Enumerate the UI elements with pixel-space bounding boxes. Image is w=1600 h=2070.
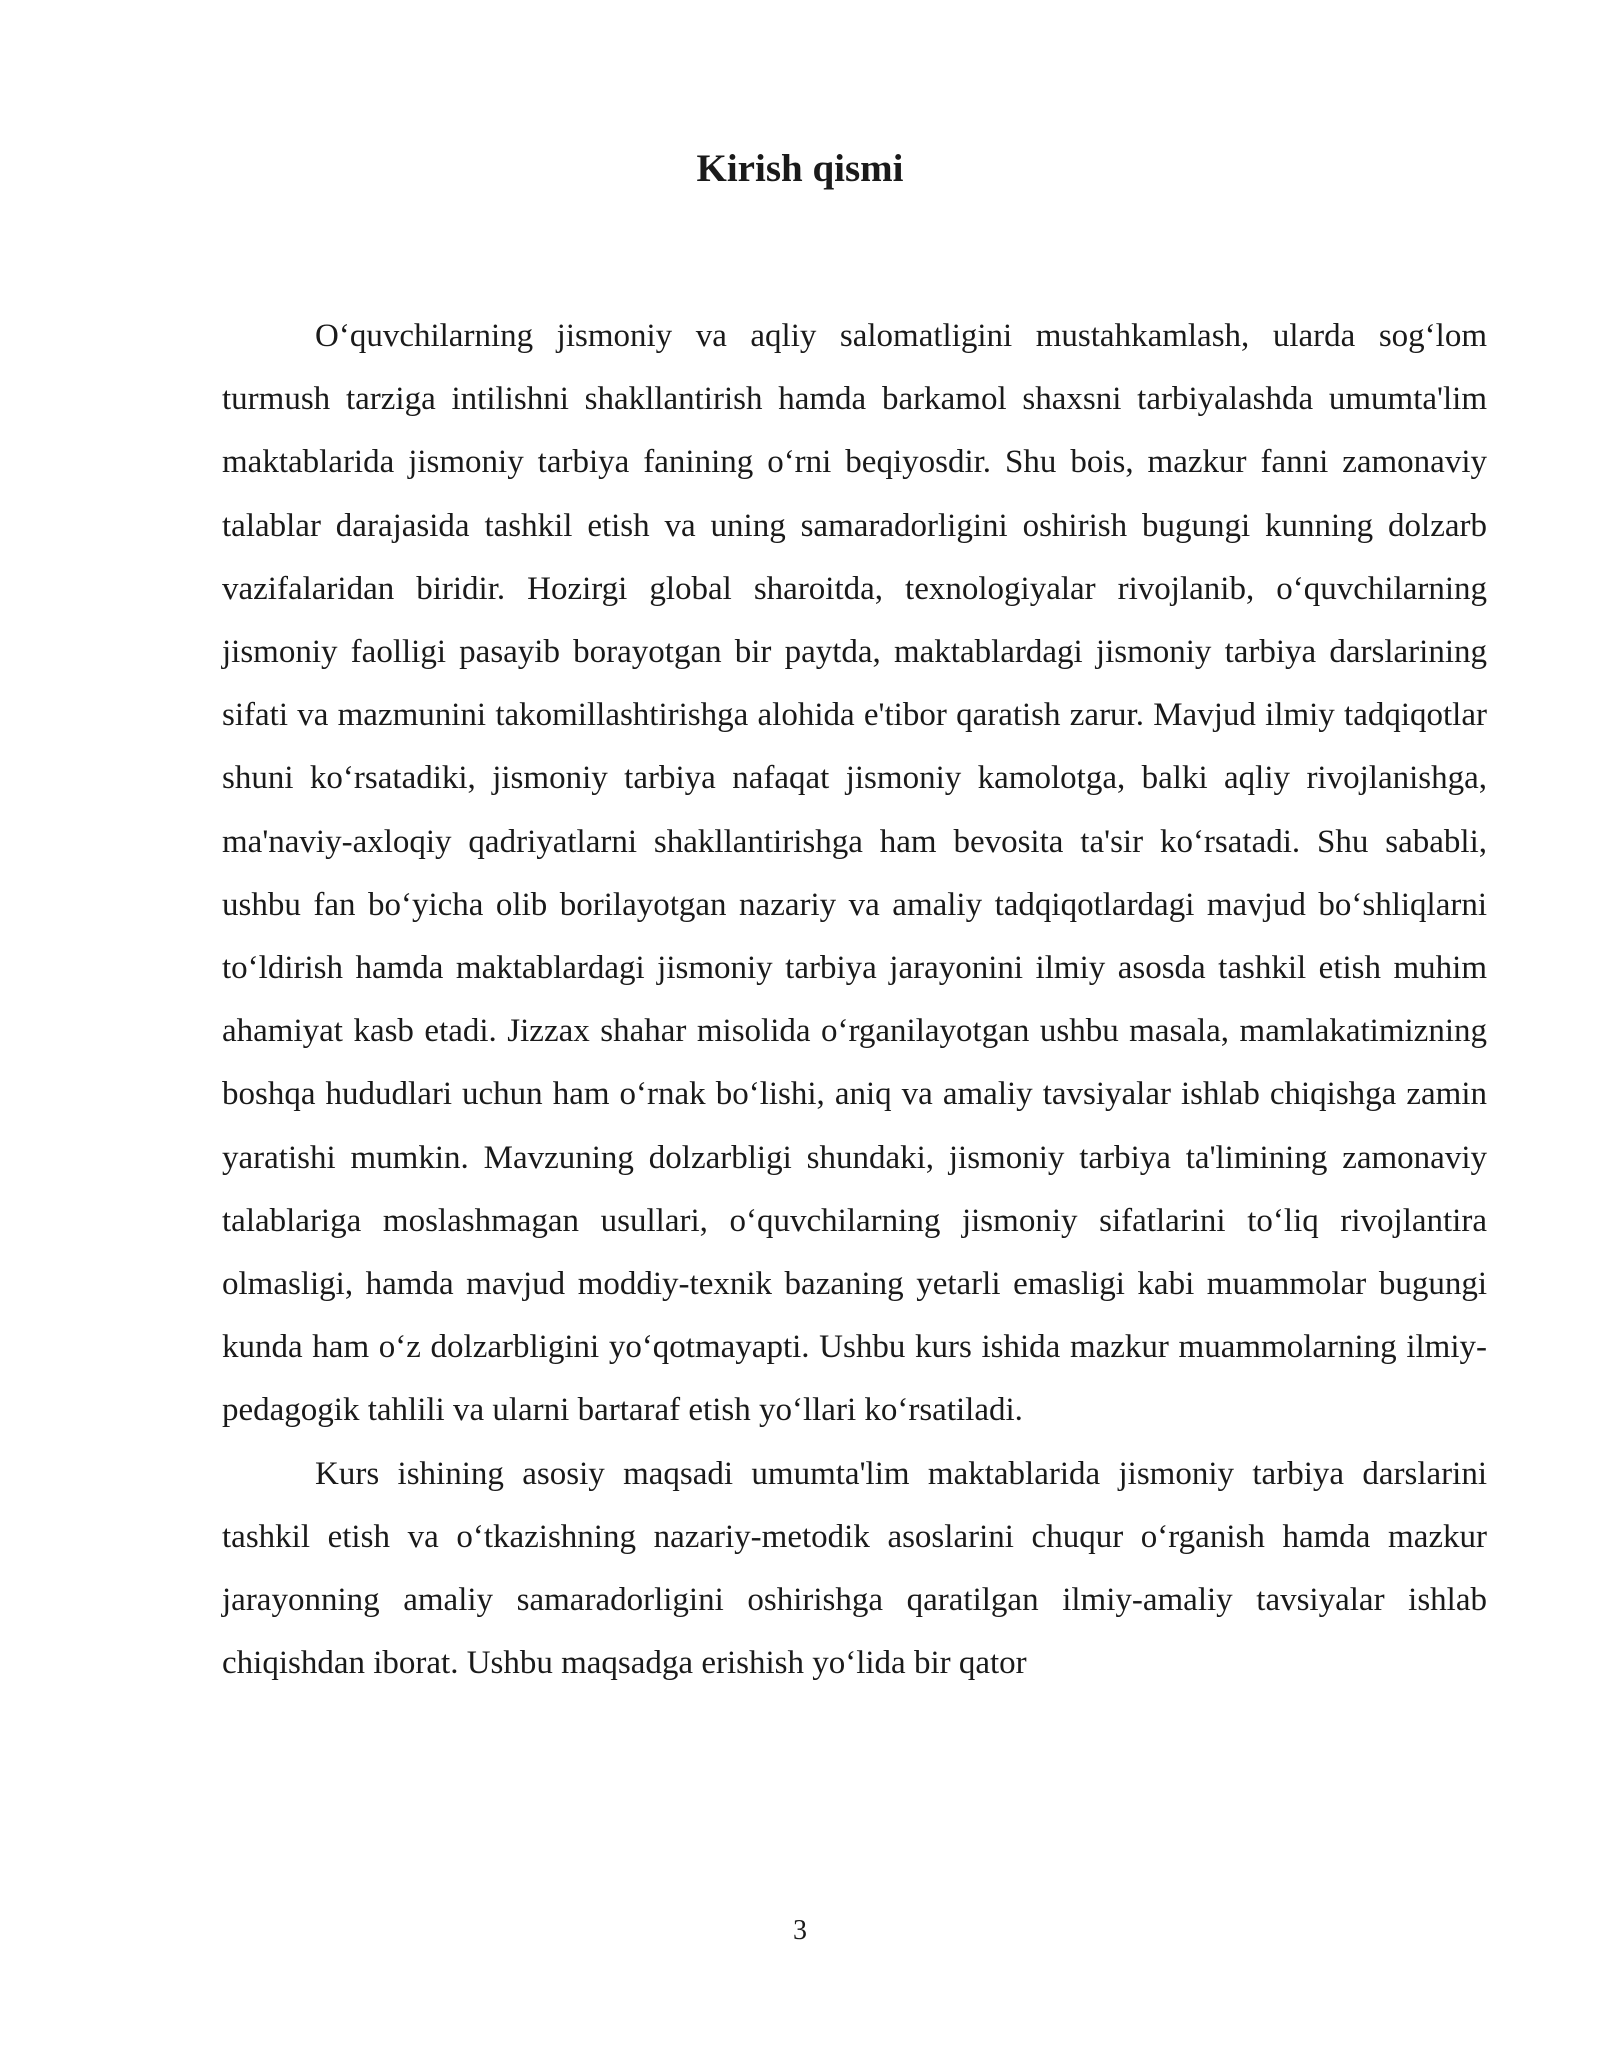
paragraph: O‘quvchilarning jismoniy va aqliy salomatligini mustahkamlash, ularda sog‘lom turmush tarziga intilishni shakllantirish hamda barkamol shaxsni tarbiyalashda umumta'lim maktablarida jismoniy tarbiya fanining o‘rni beqiyosdir. Shu bois, mazkur fanni zamonaviy talablar darajasida tashkil etish va uning samaradorligini oshirish bugungi kunning dolzarb vazifalaridan biridir. Hozirgi global sharoitda, texnologiyalar rivojlanib, o‘quvchilarning jismoniy faolligi pasayib borayotgan bir paytda, maktablardagi jismoniy tarbiya darslarining sifati va mazmunini takomillashtirishga alohida e'tibor qaratish zarur. Mavjud ilmiy tadqiqotlar shuni ko‘rsatadiki, jismoniy tarbiya nafaqat jismoniy kamolotga, balki aqliy rivojlanishga, ma'naviy-axloqiy qadriyatlarni shakllantirishga ham bevosita ta'sir ko‘rsatadi. Shu sababli, ushbu fan bo‘yicha olib borilayotgan nazariy va amaliy tadqiqotlardagi mavjud bo‘shliqlarni to‘ldirish hamda maktablardagi jismoniy tarbiya jarayonini ilmiy asosda tashkil etish muhim ahamiyat kasb etadi. Jizzax shahar misolida o‘rganilayotgan ushbu masala, mamlakatimizning boshqa hududlari uchun ham o‘rnak bo‘lishi, aniq va amaliy tavsiyalar ishlab chiqishga zamin yaratishi mumkin. Mavzuning dolzarbligi shundaki, jismoniy tarbiya ta'limining zamonaviy talablariga moslashmagan usullari, o‘quvchilarning jismoniy sifatlarini to‘liq rivojlantira olmasligi, hamda mavjud moddiy-texnik bazaning yetarli emasligi kabi muammolar bugungi kunda ham o‘z dolzarbligini yo‘qotmayapti. Ushbu kurs ishida mazkur muammolarning ilmiy-pedagogik tahlili va ularni bartaraf etish yo‘llari ko‘rsatiladi. [222,318,1487,1429]
body-text [222,305,1487,1695]
page-title: Kirish qismi [696,147,904,190]
page-number: 3 [793,1915,807,1946]
paragraph: Kurs ishining asosiy maqsadi umumta'lim maktablarida jismoniy tarbiya darslarini tashkil etish va o‘tkazishning nazariy-metodik asoslarini chuqur o‘rganish hamda mazkur jarayonning amaliy samaradorligini oshirishga qaratilgan ilmiy-amaliy tavsiyalar ishlab chiqishdan iborat. Ushbu maqsadga erishish yo‘lida bir qator [222,1455,1487,1682]
